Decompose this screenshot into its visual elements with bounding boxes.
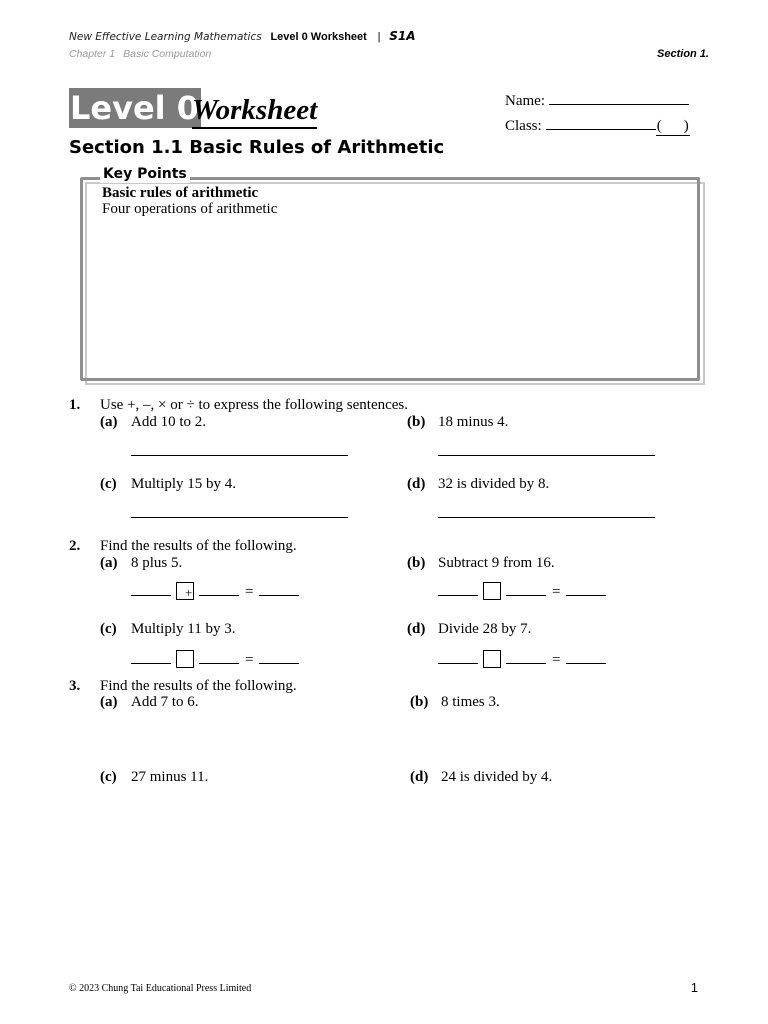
part-text: Divide 28 by 7.: [438, 621, 532, 637]
part-label: (d): [407, 621, 426, 637]
name-input-line[interactable]: [549, 89, 689, 105]
blank-result[interactable]: [566, 651, 606, 664]
blank-operand[interactable]: [438, 583, 478, 596]
blank-result[interactable]: [259, 583, 299, 596]
part-text: Multiply 15 by 4.: [131, 476, 237, 492]
part-label: (b): [410, 694, 429, 710]
header-separator: |: [377, 31, 381, 43]
part-label: (b): [407, 414, 426, 430]
question-number: 1.: [69, 397, 81, 413]
part-text: 8 plus 5.: [131, 555, 183, 571]
part-label: (d): [407, 476, 426, 492]
question-prompt: Use +, –, × or ÷ to express the following sentences.: [100, 397, 409, 413]
question-prompt: Find the results of the following.: [100, 538, 297, 554]
class-paren-close: ): [683, 118, 689, 134]
part-text: Add 10 to 2.: [131, 414, 206, 430]
running-header: [69, 29, 415, 43]
equals-sign: =: [552, 652, 561, 668]
class-paren-open: (: [656, 118, 662, 134]
equals-sign: =: [245, 584, 254, 600]
chapter-title: Basic Computation: [123, 48, 212, 60]
part-label: (d): [410, 769, 429, 785]
part-label: (a): [100, 414, 118, 430]
part-text: Multiply 11 by 3.: [131, 621, 236, 637]
key-point-item: Four operations of arithmetic: [102, 201, 278, 217]
fill-in-equation: [131, 650, 299, 669]
grade-label: S1A: [389, 29, 416, 43]
class-input-line[interactable]: [546, 114, 656, 130]
part-text: 24 is divided by 4.: [441, 769, 553, 785]
name-label: Name:: [505, 93, 545, 109]
fill-in-equation: [438, 582, 606, 601]
question-number: 2.: [69, 538, 81, 554]
part-text: 27 minus 11.: [131, 769, 209, 785]
question-number: 3.: [69, 678, 81, 694]
answer-line[interactable]: [131, 455, 348, 456]
chapter-number: Chapter 1: [69, 48, 116, 60]
part-text: Subtract 9 from 16.: [438, 555, 555, 571]
blank-operand[interactable]: [131, 583, 171, 596]
fill-in-equation: [131, 582, 299, 601]
book-title: New Effective Learning Mathematics: [69, 31, 262, 43]
section-title: Section 1.1 Basic Rules of Arithmetic: [69, 137, 445, 158]
class-label: Class:: [505, 118, 542, 134]
part-text: 32 is divided by 8.: [438, 476, 550, 492]
key-point-item: Basic rules of arithmetic: [102, 185, 259, 201]
part-text: 8 times 3.: [441, 694, 500, 710]
worksheet-title: Worksheet: [192, 93, 317, 129]
copyright-notice: © 2023 Chung Tai Educational Press Limited: [69, 983, 252, 994]
equals-sign: =: [552, 584, 561, 600]
part-label: (c): [100, 621, 117, 637]
equals-sign: =: [245, 652, 254, 668]
question-prompt: Find the results of the following.: [100, 678, 297, 694]
fill-in-equation: [438, 650, 606, 669]
part-label: (b): [407, 555, 426, 571]
plus-hint: +: [185, 585, 193, 600]
blank-operand[interactable]: [131, 651, 171, 664]
key-points-title: Key Points: [100, 165, 190, 183]
level-badge: Level 0: [70, 89, 200, 127]
answer-line[interactable]: [131, 517, 348, 518]
part-label: (a): [100, 555, 118, 571]
blank-operand[interactable]: [199, 651, 239, 664]
section-reference: Section 1.: [657, 48, 709, 60]
operator-box[interactable]: [176, 650, 194, 668]
chapter-line: [69, 48, 211, 60]
part-label: (c): [100, 476, 117, 492]
part-label: (a): [100, 694, 118, 710]
blank-operand[interactable]: [438, 651, 478, 664]
part-text: Add 7 to 6.: [131, 694, 199, 710]
name-field: [505, 89, 689, 110]
operator-box[interactable]: [483, 650, 501, 668]
class-number-field[interactable]: [656, 118, 690, 136]
operator-box[interactable]: [176, 582, 194, 600]
operator-box[interactable]: [483, 582, 501, 600]
part-text: 18 minus 4.: [438, 414, 509, 430]
blank-operand[interactable]: [199, 583, 239, 596]
class-field: [505, 114, 690, 136]
worksheet-label: Level 0 Worksheet: [270, 31, 367, 43]
blank-operand[interactable]: [506, 583, 546, 596]
blank-operand[interactable]: [506, 651, 546, 664]
part-label: (c): [100, 769, 117, 785]
answer-line[interactable]: [438, 517, 655, 518]
blank-result[interactable]: [566, 583, 606, 596]
answer-line[interactable]: [438, 455, 655, 456]
page-number: 1: [690, 980, 698, 995]
blank-result[interactable]: [259, 651, 299, 664]
